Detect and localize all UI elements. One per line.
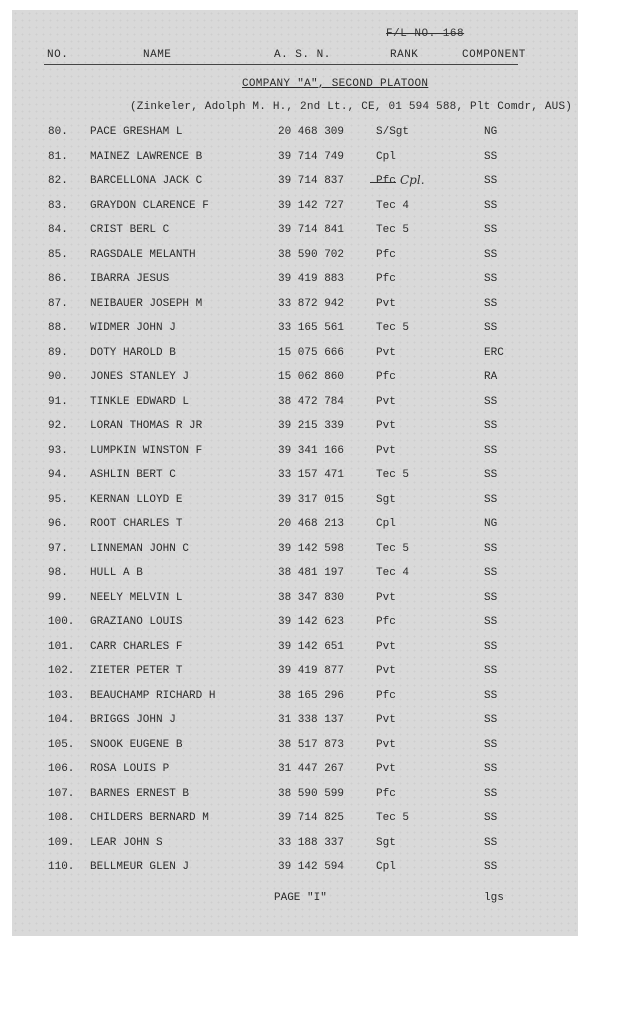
row-number: 110.: [48, 861, 75, 873]
rank: Cpl: [376, 150, 396, 163]
rank: Tec 5: [376, 542, 410, 555]
row-number: 82.: [48, 175, 68, 187]
component: SS: [484, 493, 498, 506]
table-row: [0, 714, 622, 730]
row-number: 90.: [48, 371, 68, 383]
soldier-name: GRAYDON CLARENCE F: [90, 199, 209, 212]
army-serial-number: 38 472 784: [278, 395, 345, 408]
component: SS: [484, 738, 498, 751]
row-number: 89.: [48, 346, 68, 359]
table-row: [0, 739, 622, 755]
army-serial-number: 38 590 599: [278, 787, 345, 800]
rank: Pvt: [376, 395, 396, 408]
row-number: 107.: [48, 787, 75, 800]
soldier-name: WIDMER JOHN J: [90, 322, 176, 334]
soldier-name: BARNES ERNEST B: [90, 787, 190, 800]
header-rank: RANK: [390, 49, 419, 61]
rank: Pvt: [376, 591, 396, 604]
rank: Pvt: [376, 346, 396, 359]
component: SS: [484, 836, 498, 849]
component: SS: [484, 175, 498, 187]
component: SS: [484, 714, 498, 726]
row-number: 108.: [48, 812, 75, 824]
row-number: 109.: [48, 836, 75, 849]
table-row: [0, 543, 622, 559]
component: SS: [484, 248, 498, 261]
row-number: 97.: [48, 542, 68, 555]
rank: Pvt: [376, 297, 396, 310]
table-row: [0, 371, 622, 387]
rank: Tec 5: [376, 322, 410, 334]
table-row: [0, 200, 622, 216]
component: SS: [484, 616, 498, 628]
soldier-name: BEAUCHAMP RICHARD H: [90, 689, 216, 702]
rank: Sgt: [376, 836, 396, 849]
component: SS: [484, 444, 498, 457]
soldier-name: SNOOK EUGENE B: [90, 738, 183, 751]
row-number: 101.: [48, 640, 75, 653]
row-number: 102.: [48, 665, 75, 677]
component: SS: [484, 665, 498, 677]
table-row: [0, 567, 622, 583]
soldier-name: BARCELLONA JACK C: [90, 175, 203, 187]
component: NG: [484, 518, 498, 530]
army-serial-number: 38 590 702: [278, 248, 345, 261]
rank: Pvt: [376, 738, 396, 751]
army-serial-number: 33 165 561: [278, 322, 345, 334]
row-number: 91.: [48, 395, 68, 408]
file-number: F/L NO. 168: [386, 28, 465, 40]
row-number: 103.: [48, 689, 75, 702]
component: SS: [484, 199, 498, 212]
rank: Tec 5: [376, 469, 410, 481]
soldier-name: CHILDERS BERNARD M: [90, 812, 209, 824]
handwritten-rank-correction: Cpl.: [400, 173, 425, 187]
row-number: 96.: [48, 518, 68, 530]
soldier-name: GRAZIANO LOUIS: [90, 616, 183, 628]
component: SS: [484, 567, 498, 579]
component: SS: [484, 591, 498, 604]
soldier-name: BRIGGS JOHN J: [90, 714, 176, 726]
rank: Pvt: [376, 763, 396, 775]
rank: Tec 4: [376, 567, 410, 579]
table-row: [0, 322, 622, 338]
row-number: 84.: [48, 224, 68, 236]
component: SS: [484, 763, 498, 775]
soldier-name: LUMPKIN WINSTON F: [90, 444, 203, 457]
table-row: [0, 273, 622, 289]
row-number: 85.: [48, 248, 68, 261]
army-serial-number: 39 317 015: [278, 493, 345, 506]
table-row: [0, 151, 622, 167]
table-row: [0, 641, 622, 657]
table-row: [0, 763, 622, 779]
header-divider: [44, 64, 518, 65]
soldier-name: HULL A B: [90, 567, 143, 579]
army-serial-number: 39 714 837: [278, 175, 345, 187]
rank: Cpl: [376, 861, 396, 873]
soldier-name: LEAR JOHN S: [90, 836, 163, 849]
army-serial-number: 33 188 337: [278, 836, 345, 849]
header-name: NAME: [143, 49, 172, 61]
table-row: [0, 494, 622, 510]
row-number: 81.: [48, 150, 68, 163]
army-serial-number: 33 157 471: [278, 469, 345, 481]
soldier-name: ROOT CHARLES T: [90, 518, 183, 530]
army-serial-number: 39 142 651: [278, 640, 345, 653]
army-serial-number: 39 142 623: [278, 616, 345, 628]
row-number: 95.: [48, 493, 68, 506]
army-serial-number: 39 419 883: [278, 273, 345, 285]
component: SS: [484, 787, 498, 800]
table-row: [0, 861, 622, 877]
commander-line: (Zinkeler, Adolph M. H., 2nd Lt., CE, 01 594 588, Plt Comdr, AUS): [130, 101, 573, 113]
soldier-name: ZIETER PETER T: [90, 665, 183, 677]
army-serial-number: 39 419 877: [278, 665, 345, 677]
soldier-name: CRIST BERL C: [90, 224, 170, 236]
rank: Pvt: [376, 420, 396, 432]
table-row: [0, 788, 622, 804]
rank: Pfc: [376, 616, 396, 628]
rank: Tec 4: [376, 199, 410, 212]
table-row: [0, 347, 622, 363]
army-serial-number: 39 215 339: [278, 420, 345, 432]
soldier-name: NEIBAUER JOSEPH M: [90, 297, 203, 310]
army-serial-number: 38 347 830: [278, 591, 345, 604]
soldier-name: TINKLE EDWARD L: [90, 395, 190, 408]
component: SS: [484, 689, 498, 702]
header-asn: A. S. N.: [274, 49, 331, 61]
table-row: [0, 175, 622, 191]
soldier-name: NEELY MELVIN L: [90, 591, 183, 604]
soldier-name: LORAN THOMAS R JR: [90, 420, 203, 432]
army-serial-number: 20 468 309: [278, 126, 345, 138]
row-number: 80.: [48, 126, 68, 138]
row-number: 88.: [48, 322, 68, 334]
soldier-name: MAINEZ LAWRENCE B: [90, 150, 203, 163]
army-serial-number: 39 341 166: [278, 444, 345, 457]
component: SS: [484, 322, 498, 334]
table-row: [0, 445, 622, 461]
row-number: 100.: [48, 616, 75, 628]
table-row: [0, 396, 622, 412]
row-number: 93.: [48, 444, 68, 457]
table-row: [0, 837, 622, 853]
component: NG: [484, 126, 498, 138]
army-serial-number: 38 481 197: [278, 567, 345, 579]
army-serial-number: 39 714 841: [278, 224, 345, 236]
rank: Sgt: [376, 493, 396, 506]
soldier-name: LINNEMAN JOHN C: [90, 542, 190, 555]
typist-initials: lgs: [484, 892, 504, 904]
component: RA: [484, 371, 498, 383]
table-row: [0, 812, 622, 828]
soldier-name: PACE GRESHAM L: [90, 126, 183, 138]
table-row: [0, 592, 622, 608]
table-row: [0, 469, 622, 485]
component: SS: [484, 469, 498, 481]
army-serial-number: 38 165 296: [278, 689, 345, 702]
soldier-name: BELLMEUR GLEN J: [90, 861, 190, 873]
header-component: COMPONENT: [462, 49, 526, 61]
rank: S/Sgt: [376, 126, 410, 138]
soldier-name: RAGSDALE MELANTH: [90, 248, 196, 261]
component: SS: [484, 861, 498, 873]
row-number: 83.: [48, 199, 68, 212]
company-title: COMPANY "A", SECOND PLATOON: [242, 78, 429, 90]
component: SS: [484, 812, 498, 824]
soldier-name: ROSA LOUIS P: [90, 763, 170, 775]
row-number: 87.: [48, 297, 68, 310]
rank-strikethrough: [370, 182, 396, 183]
soldier-name: DOTY HAROLD B: [90, 346, 176, 359]
army-serial-number: 20 468 213: [278, 518, 345, 530]
row-number: 92.: [48, 420, 68, 432]
component: SS: [484, 420, 498, 432]
table-row: [0, 126, 622, 142]
rank: Pvt: [376, 665, 396, 677]
army-serial-number: 39 142 598: [278, 542, 345, 555]
army-serial-number: 33 872 942: [278, 297, 345, 310]
table-row: [0, 665, 622, 681]
army-serial-number: 31 447 267: [278, 763, 345, 775]
soldier-name: ASHLIN BERT C: [90, 469, 176, 481]
row-number: 86.: [48, 273, 68, 285]
component: SS: [484, 640, 498, 653]
army-serial-number: 38 517 873: [278, 738, 345, 751]
rank: Pvt: [376, 444, 396, 457]
row-number: 94.: [48, 469, 68, 481]
page-label: PAGE "I": [274, 892, 327, 904]
soldier-name: KERNAN LLOYD E: [90, 493, 183, 506]
table-row: [0, 690, 622, 706]
row-number: 99.: [48, 591, 68, 604]
army-serial-number: 15 062 860: [278, 371, 345, 383]
component: ERC: [484, 346, 504, 359]
army-serial-number: 39 714 825: [278, 812, 345, 824]
rank: Tec 5: [376, 812, 410, 824]
rank: Cpl: [376, 518, 396, 530]
component: SS: [484, 224, 498, 236]
row-number: 105.: [48, 738, 75, 751]
row-number: 104.: [48, 714, 75, 726]
rank: Pfc: [376, 175, 396, 187]
soldier-name: CARR CHARLES F: [90, 640, 183, 653]
rank: Tec 5: [376, 224, 410, 236]
army-serial-number: 39 714 749: [278, 150, 345, 163]
rank: Pfc: [376, 273, 396, 285]
rank: Pfc: [376, 787, 396, 800]
table-row: [0, 616, 622, 632]
table-row: [0, 224, 622, 240]
army-serial-number: 39 142 594: [278, 861, 345, 873]
table-row: [0, 298, 622, 314]
army-serial-number: 15 075 666: [278, 346, 345, 359]
army-serial-number: 39 142 727: [278, 199, 345, 212]
rank: Pfc: [376, 371, 396, 383]
component: SS: [484, 542, 498, 555]
component: SS: [484, 297, 498, 310]
row-number: 106.: [48, 763, 75, 775]
rank: Pvt: [376, 714, 396, 726]
table-row: [0, 518, 622, 534]
rank: Pfc: [376, 689, 396, 702]
component: SS: [484, 273, 498, 285]
component: SS: [484, 150, 498, 163]
rank: Pvt: [376, 640, 396, 653]
soldier-name: IBARRA JESUS: [90, 273, 170, 285]
table-row: [0, 420, 622, 436]
rank: Pfc: [376, 248, 396, 261]
army-serial-number: 31 338 137: [278, 714, 345, 726]
table-row: [0, 249, 622, 265]
soldier-name: JONES STANLEY J: [90, 371, 190, 383]
row-number: 98.: [48, 567, 68, 579]
header-no: NO.: [47, 49, 69, 61]
component: SS: [484, 395, 498, 408]
